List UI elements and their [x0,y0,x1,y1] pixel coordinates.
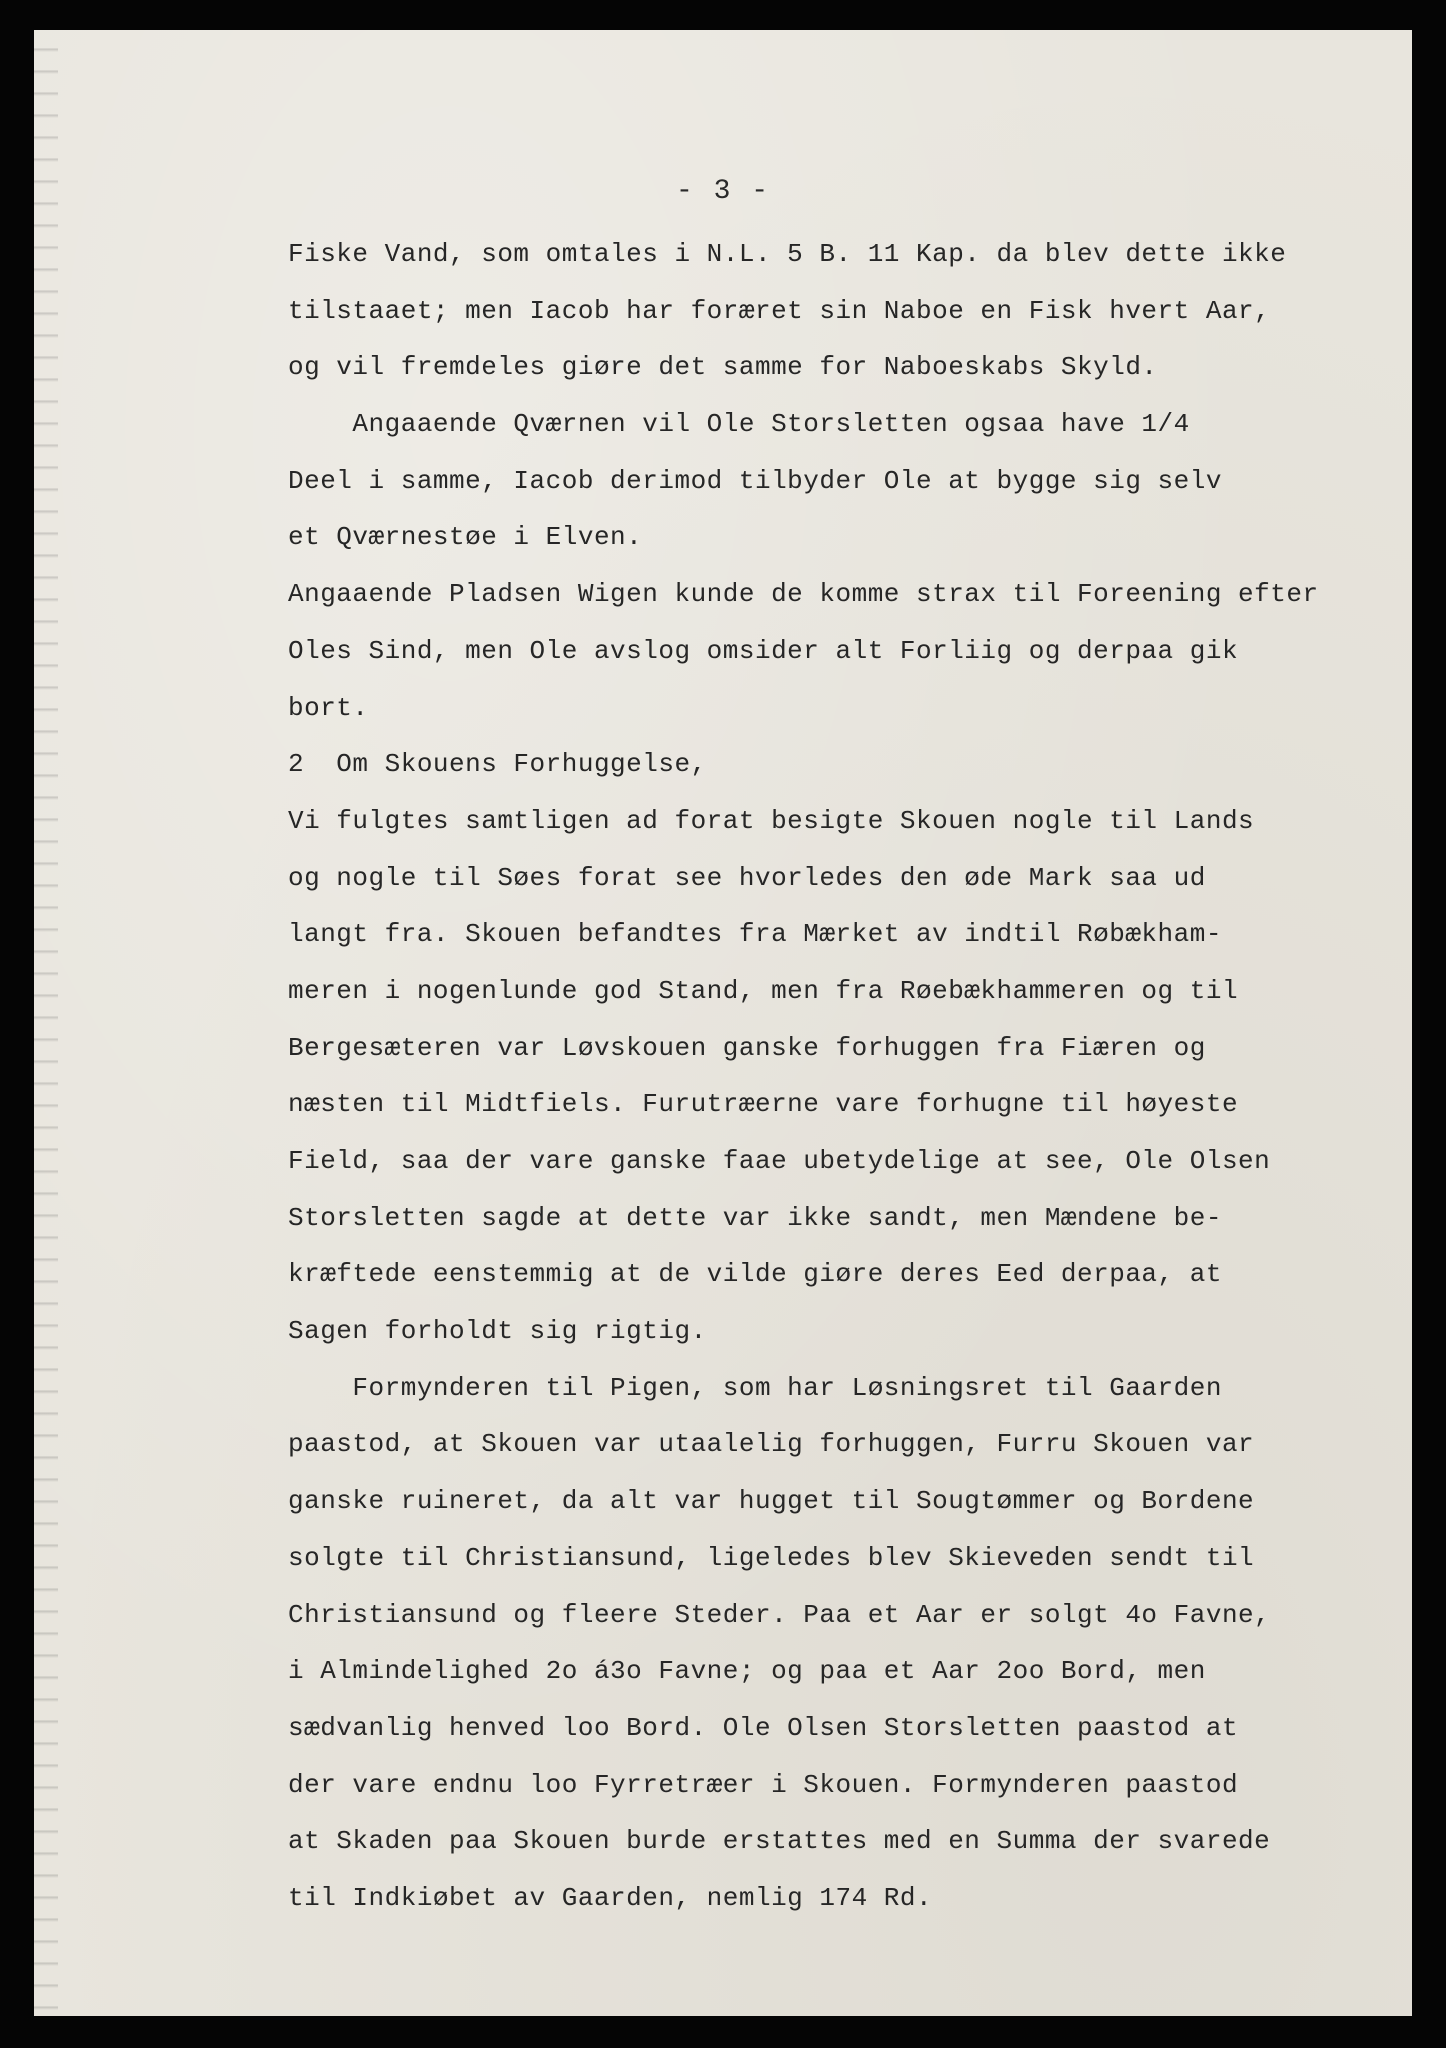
document-page [34,30,1412,2016]
text-line: solgte til Christiansund, ligeledes blev Skieveden sendt til [288,1542,1255,1573]
text-line: ganske ruineret, da alt var hugget til Sougtømmer og Bordene [288,1486,1255,1517]
text-line: Angaaende Qværnen vil Ole Storsletten ogsaa have 1/4 [288,409,1190,440]
text-line: Deel i samme, Iacob derimod tilbyder Ole at bygge sig selv [288,465,1222,496]
text-line: et Qværnestøe i Elven. [288,522,643,553]
text-line: til Indkiøbet av Gaarden, nemlig 174 Rd. [288,1882,933,1913]
text-line: Angaaende Pladsen Wigen kunde de komme strax til Foreening efter [288,579,1319,610]
text-line: bort. [288,692,369,723]
text-line: Fiske Vand, som omtales i N.L. 5 B. 11 Kap. da blev dette ikke [288,239,1287,269]
text-line: tilstaaet; men Iacob har foræret sin Naboe en Fisk hvert Aar, [288,295,1271,326]
body-text [288,226,1408,1927]
text-line: Vi fulgtes samtligen ad forat besigte Skouen nogle til Lands [288,805,1255,836]
binding-edge [34,30,58,2016]
text-line: kræftede eenstemmig at de vilde giøre deres Eed derpaa, at [288,1259,1222,1290]
text-line: Oles Sind, men Ole avslog omsider alt Forliig og derpaa gik [288,635,1239,666]
text-line: Sagen forholdt sig rigtig. [288,1316,707,1347]
text-line: Formynderen til Pigen, som har Løsningsret til Gaarden [288,1372,1222,1403]
text-line: og nogle til Søes forat see hvorledes den øde Mark saa ud [288,862,1206,893]
text-line: i Almindelighed 2o á3o Favne; og paa et Aar 2oo Bord, men [288,1656,1206,1687]
text-line: paastod, at Skouen var utaalelig forhuggen, Furru Skouen var [288,1429,1255,1460]
text-line: langt fra. Skouen befandtes fra Mærket av indtil Røbækham- [288,919,1222,950]
text-line: at Skaden paa Skouen burde erstattes med en Summa der svarede [288,1826,1271,1857]
page-number: - 3 - [675,176,770,207]
text-line: meren i nogenlunde god Stand, men fra Røebækhammeren og til [288,975,1239,1006]
section-heading: 2 Om Skouens Forhuggelse, [288,749,707,780]
text-line: og vil fremdeles giøre det samme for Naboeskabs Skyld. [288,352,1158,383]
text-line: sædvanlig henved loo Bord. Ole Olsen Storsletten paastod at [288,1712,1239,1743]
text-line: Bergesæteren var Løvskouen ganske forhuggen fra Fiæren og [288,1032,1206,1063]
text-line: Storsletten sagde at dette var ikke sandt, men Mændene be- [288,1202,1222,1233]
text-line: Christiansund og fleere Steder. Paa et Aar er solgt 4o Favne, [288,1599,1271,1630]
text-line: Field, saa der vare ganske faae ubetydelige at see, Ole Olsen [288,1146,1271,1176]
text-line: næsten til Midtfiels. Furutræerne vare forhugne til høyeste [288,1089,1239,1120]
text-line: der vare endnu loo Fyrretræer i Skouen. Formynderen paastod [288,1769,1239,1800]
